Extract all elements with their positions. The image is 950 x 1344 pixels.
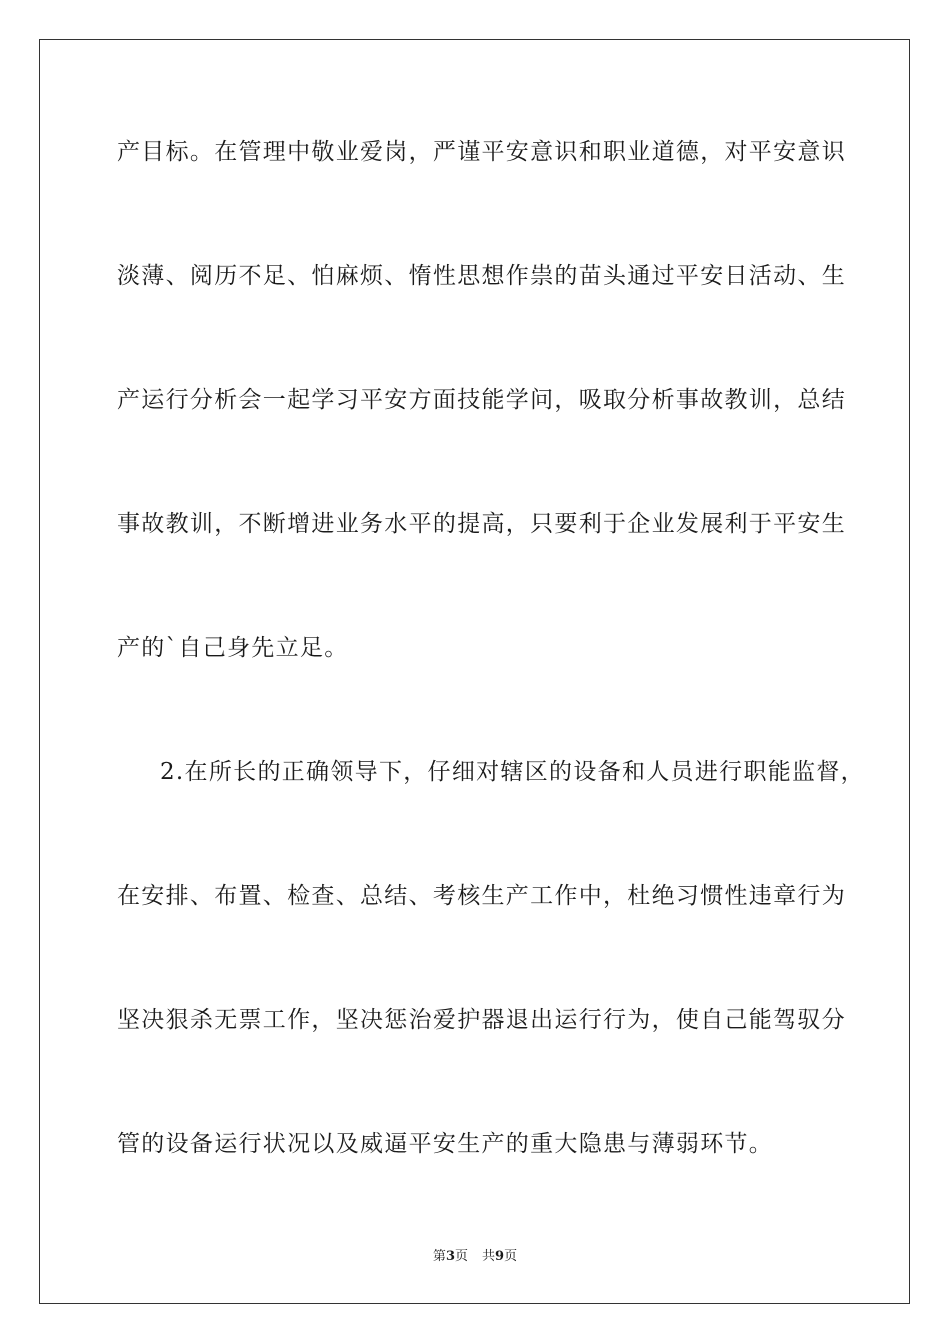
- total-prefix: 共: [482, 1249, 496, 1264]
- page-frame: [39, 39, 910, 1304]
- text-line-1: 产目标。在管理中敬业爱岗，严谨平安意识和职业道德，对平安意识: [117, 139, 846, 165]
- page-suffix: 页: [454, 1249, 468, 1264]
- text-line-6: 2.在所长的正确领导下，仔细对辖区的设备和人员进行职能监督，: [160, 759, 865, 785]
- page-total: 9: [495, 1249, 505, 1264]
- text-line-7: 在安排、布置、检查、总结、考核生产工作中，杜绝习惯性违章行为: [117, 883, 846, 909]
- page-current: 3: [445, 1249, 455, 1264]
- text-line-5: 产的`自己身先立足。: [117, 635, 349, 661]
- total-suffix: 页: [504, 1249, 518, 1264]
- text-line-3: 产运行分析会一起学习平安方面技能学问，吸取分析事故教训，总结: [117, 387, 846, 413]
- text-line-2: 淡薄、阅历不足、怕麻烦、惰性思想作祟的苗头通过平安日活动、生: [117, 263, 846, 289]
- text-line-4: 事故教训，不断增进业务水平的提高，只要利于企业发展利于平安生: [117, 511, 846, 537]
- page-footer: [0, 1245, 950, 1264]
- text-line-9: 管的设备运行状况以及威逼平安生产的重大隐患与薄弱环节。: [117, 1131, 774, 1157]
- page-prefix: 第: [432, 1249, 446, 1264]
- text-line-8: 坚决狠杀无票工作，坚决惩治爱护器退出运行行为，使自己能驾驭分: [117, 1007, 846, 1033]
